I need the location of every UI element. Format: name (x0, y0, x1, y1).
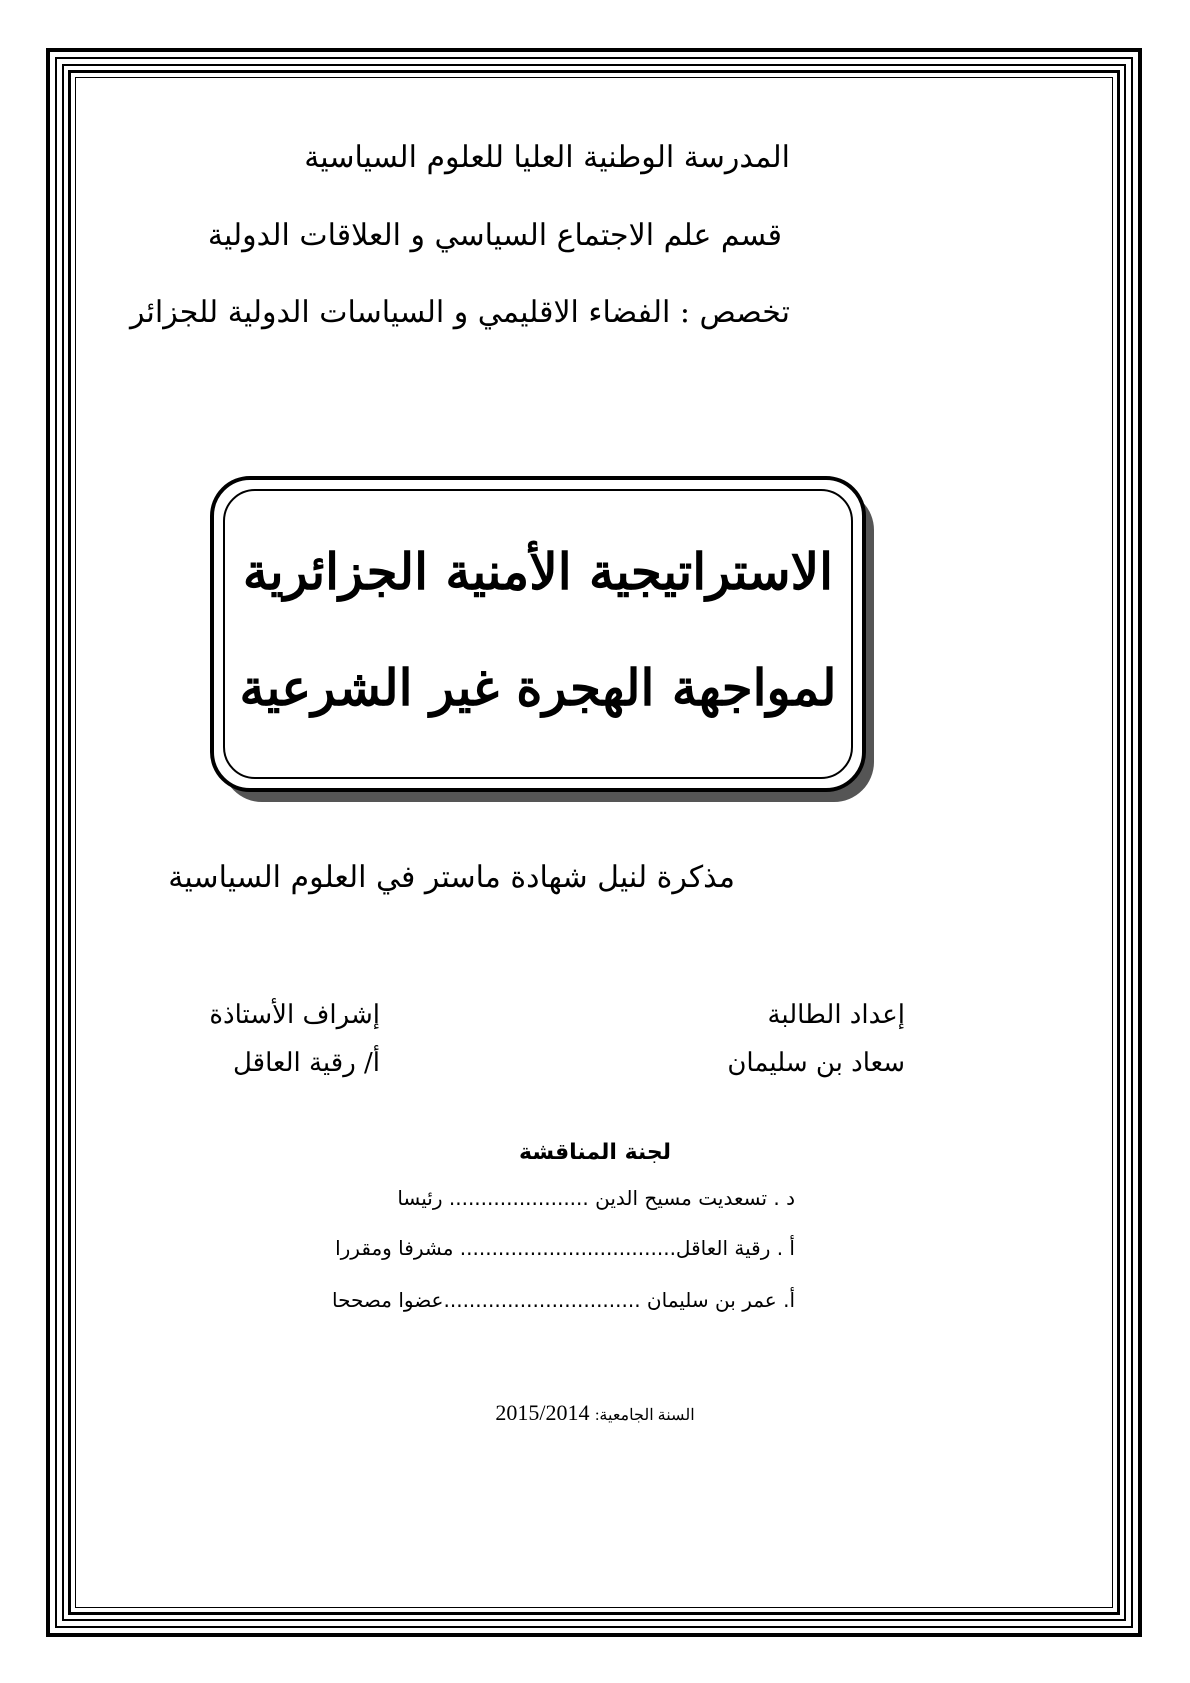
specialty: تخصص : الفضاء الاقليمي و السياسات الدولية للجزائر (129, 295, 790, 330)
thesis-title-line-2: لمواجهة الهجرة غير الشرعية (239, 658, 837, 717)
student-name: سعاد بن سليمان (727, 1048, 905, 1078)
committee-member: د . تسعديت مسيح الدين ...................... رئيسا (397, 1186, 795, 1210)
supervisor-name: أ/ رقية العاقل (232, 1048, 380, 1078)
academic-year-label: السنة الجامعية: (594, 1407, 695, 1424)
title-box (210, 476, 866, 792)
supervised-by-label: إشراف الأستاذة (209, 1000, 380, 1030)
academic-year (0, 1400, 1190, 1426)
prepared-by-label: إعداد الطالبة (767, 1000, 905, 1030)
title-box-inner-border (223, 489, 853, 779)
thesis-title-line-1: الاستراتيجية الأمنية الجزائرية (242, 542, 834, 601)
degree-statement: مذكرة لنيل شهادة ماستر في العلوم السياسية (168, 860, 735, 895)
department-name: قسم علم الاجتماع السياسي و العلاقات الدولية (207, 218, 782, 253)
committee-member: أ. عمر بن سليمان ...............................عضوا مصححا (332, 1288, 795, 1312)
committee-member: أ . رقية العاقل.................................. مشرفا ومقررا (335, 1236, 795, 1260)
committee-title: لجنة المناقشة (518, 1140, 672, 1165)
academic-year-value: 2015/2014 (495, 1400, 590, 1425)
school-name: المدرسة الوطنية العليا للعلوم السياسية (304, 140, 790, 175)
